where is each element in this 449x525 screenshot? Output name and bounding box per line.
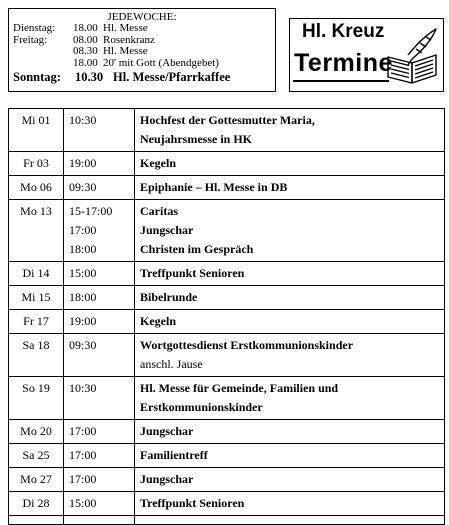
event-day: Mi 15 bbox=[9, 286, 64, 310]
weekly-day bbox=[13, 58, 73, 70]
event-title-text: Caritas bbox=[140, 204, 178, 218]
event-day: Mo 13 bbox=[9, 200, 64, 262]
logo-subtitle: Termine bbox=[294, 49, 393, 77]
event-row bbox=[9, 492, 445, 516]
event-day: Fr 17 bbox=[9, 310, 64, 334]
event-time bbox=[64, 152, 135, 176]
logo-underline bbox=[293, 80, 389, 82]
event-title-text: Kegeln bbox=[140, 314, 176, 328]
event-title-text: Erstkommunionskinder bbox=[140, 400, 263, 414]
event-day: Mo 06 bbox=[9, 176, 64, 200]
weekly-day: Sonntag: bbox=[13, 70, 61, 84]
event-day: Di 28 bbox=[9, 492, 64, 516]
hl-kreuz-termine-logo bbox=[289, 18, 444, 92]
event-row bbox=[9, 310, 445, 334]
event-title bbox=[135, 152, 445, 176]
event-row bbox=[9, 286, 445, 310]
weekly-time: 18.00 bbox=[73, 56, 98, 69]
event-time bbox=[64, 262, 135, 286]
event-day: So 19 bbox=[9, 377, 64, 420]
event-row bbox=[9, 176, 445, 200]
weekly-sunday-row bbox=[13, 70, 271, 85]
event-schedule-table bbox=[8, 108, 445, 525]
event-title-text: Treffpunkt Senioren bbox=[140, 266, 245, 280]
event-row bbox=[9, 152, 445, 176]
weekly-text: 20' mit Gott (Abendgebet) bbox=[103, 56, 219, 69]
event-time-text: 18:00 bbox=[69, 290, 97, 304]
event-time bbox=[64, 420, 135, 444]
weekly-text: Hl. Messe bbox=[103, 22, 148, 34]
event-time-text: 15-17:00 bbox=[69, 204, 113, 218]
event-time bbox=[64, 286, 135, 310]
event-day: Sa 18 bbox=[9, 334, 64, 377]
weekly-time: 08.30 bbox=[73, 45, 98, 57]
event-title-text: Hochfest der Gottesmutter Maria, bbox=[140, 113, 315, 127]
event-time bbox=[64, 200, 135, 262]
event-title bbox=[135, 109, 445, 152]
event-time-text: 17:00 bbox=[69, 448, 97, 462]
event-time bbox=[64, 468, 135, 492]
event-time-text: 10:30 bbox=[69, 381, 97, 395]
weekly-row bbox=[13, 58, 271, 70]
event-time bbox=[64, 334, 135, 377]
event-day: Mo 27 bbox=[9, 468, 64, 492]
event-row bbox=[9, 200, 445, 262]
event-time bbox=[64, 492, 135, 516]
event-title-text: Jungschar bbox=[140, 223, 194, 237]
event-title bbox=[135, 420, 445, 444]
weekly-day: Dienstag: bbox=[13, 22, 56, 34]
event-day: Sa 25 bbox=[9, 444, 64, 468]
event-title bbox=[135, 468, 445, 492]
weekly-time: 08.00 bbox=[73, 33, 98, 46]
event-time-text: 15:00 bbox=[69, 496, 97, 510]
event-title-text: Jungschar bbox=[140, 424, 194, 438]
table-cut-row bbox=[9, 516, 445, 525]
event-title-text: Treffpunkt Senioren bbox=[140, 496, 245, 510]
event-time bbox=[64, 444, 135, 468]
event-day: Mo 20 bbox=[9, 420, 64, 444]
event-title-text: Wortgottesdienst Erstkommunionskinder bbox=[140, 338, 354, 352]
event-title bbox=[135, 377, 445, 420]
event-row bbox=[9, 377, 445, 420]
event-row bbox=[9, 109, 445, 152]
weekly-text: Hl. Messe bbox=[103, 45, 148, 57]
event-time bbox=[64, 377, 135, 420]
event-title-text: Familientreff bbox=[140, 448, 208, 462]
weekly-time: 18.00 bbox=[73, 22, 98, 34]
event-time-text: 09:30 bbox=[69, 338, 97, 352]
event-time-text: 17:00 bbox=[69, 472, 97, 486]
event-title bbox=[135, 176, 445, 200]
weekly-text: Rosenkranz bbox=[103, 33, 155, 46]
event-title bbox=[135, 310, 445, 334]
event-title bbox=[135, 286, 445, 310]
event-note: anschl. Jause bbox=[140, 357, 203, 371]
event-title bbox=[135, 444, 445, 468]
event-time-text: 17:00 bbox=[69, 223, 97, 237]
event-time-text: 19:00 bbox=[69, 156, 97, 170]
event-time-text: 18:00 bbox=[69, 242, 97, 256]
weekly-day bbox=[13, 46, 73, 58]
weekly-schedule-box bbox=[8, 8, 276, 92]
event-time bbox=[64, 109, 135, 152]
weekly-day: Freitag: bbox=[13, 33, 48, 46]
event-title-text: Christen im Gespräch bbox=[140, 242, 254, 256]
event-day: Mi 01 bbox=[9, 109, 64, 152]
event-time-text: 17:00 bbox=[69, 424, 97, 438]
weekly-row bbox=[13, 46, 271, 58]
event-row bbox=[9, 334, 445, 377]
event-title bbox=[135, 200, 445, 262]
event-title-text: Bibelrunde bbox=[140, 290, 198, 304]
event-time-text: 19:00 bbox=[69, 314, 97, 328]
logo-title: Hl. Kreuz bbox=[302, 21, 385, 42]
event-time-text: 09:30 bbox=[69, 180, 97, 194]
weekly-row bbox=[13, 23, 271, 35]
event-title-text: Hl. Messe für Gemeinde, Familien und bbox=[140, 381, 339, 395]
weekly-text: Hl. Messe/Pfarrkaffee bbox=[113, 70, 231, 84]
event-title-text: Neujahrsmesse in HK bbox=[140, 132, 252, 146]
event-row bbox=[9, 420, 445, 444]
event-row bbox=[9, 468, 445, 492]
book-quill-icon bbox=[386, 27, 440, 87]
event-title-text: Jungschar bbox=[140, 472, 194, 486]
event-title bbox=[135, 262, 445, 286]
event-row bbox=[9, 262, 445, 286]
weekly-time: 10.30 bbox=[75, 70, 104, 84]
event-title-text: Kegeln bbox=[140, 156, 176, 170]
event-row bbox=[9, 444, 445, 468]
event-time-text: 15:00 bbox=[69, 266, 97, 280]
event-day: Di 14 bbox=[9, 262, 64, 286]
weekly-title: JEDEWOCHE: bbox=[107, 11, 177, 23]
event-time bbox=[64, 310, 135, 334]
event-time bbox=[64, 176, 135, 200]
event-title bbox=[135, 492, 445, 516]
event-title bbox=[135, 334, 445, 377]
event-day: Fr 03 bbox=[9, 152, 64, 176]
event-time-text: 10:30 bbox=[69, 113, 97, 127]
event-title-text: Epiphanie – Hl. Messe in DB bbox=[140, 180, 288, 194]
